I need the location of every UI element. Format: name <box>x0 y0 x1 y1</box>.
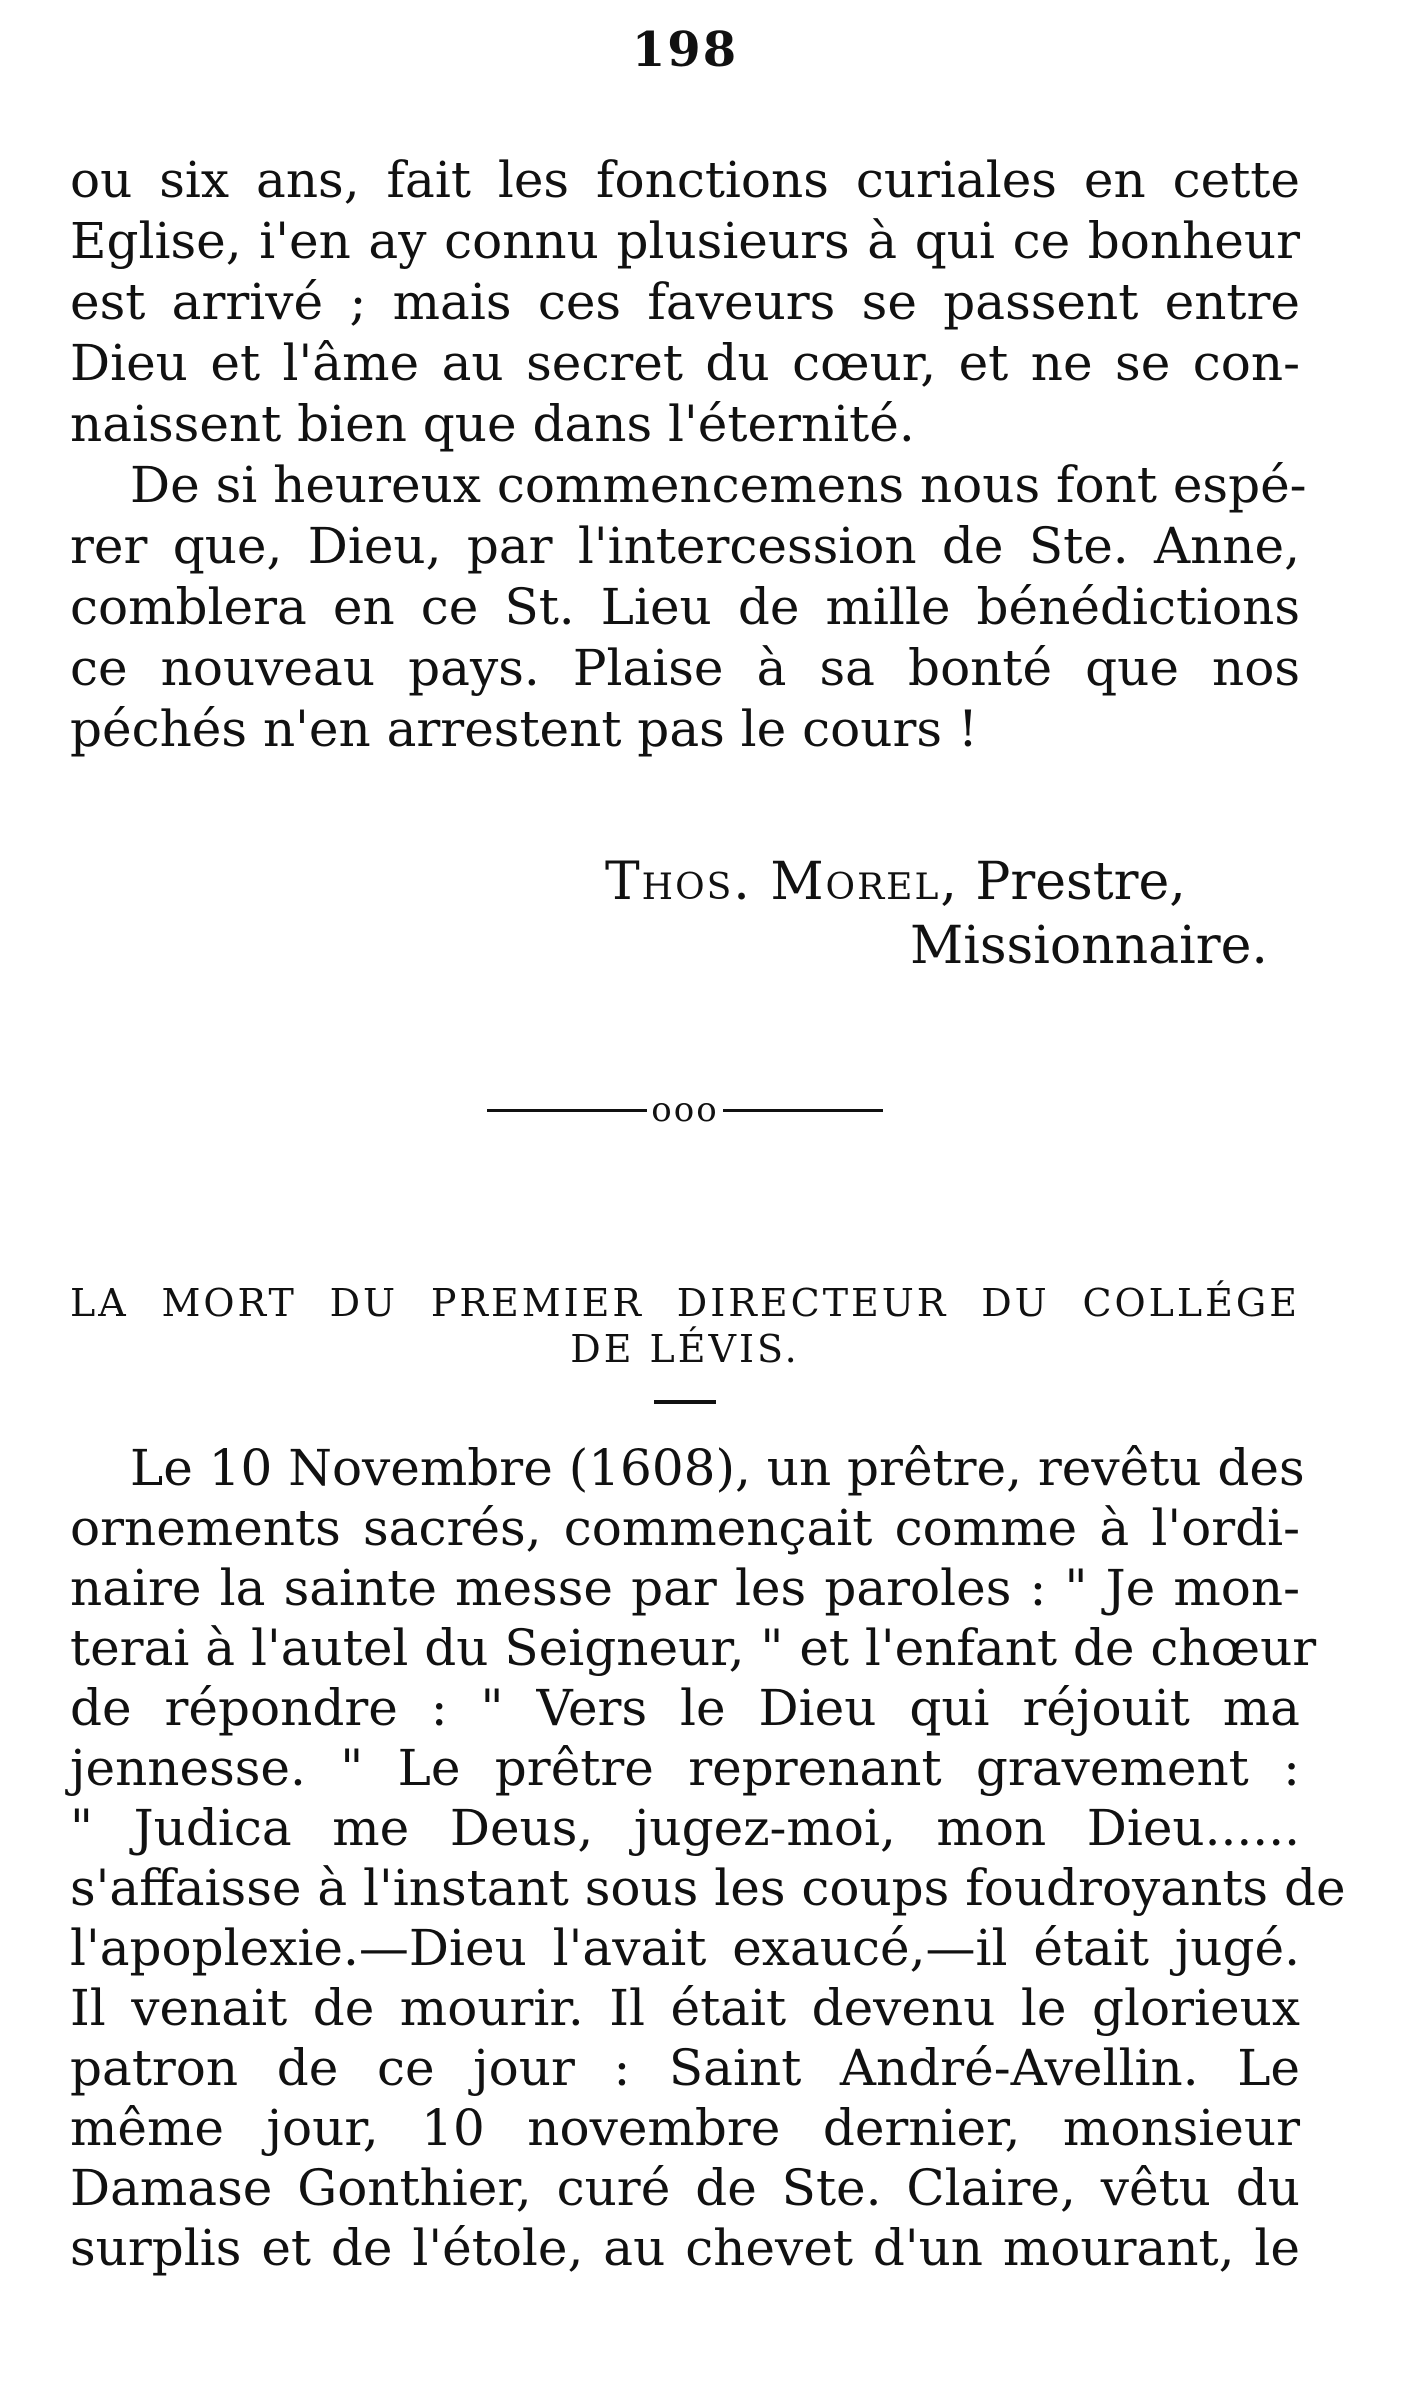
separator-rule-right <box>723 1109 883 1112</box>
page-number: 198 <box>631 22 739 78</box>
heading-line: LA MORT DU PREMIER DIRECTEUR DU COLLÉGE <box>70 1281 1300 1325</box>
text-line: De si heureux commencemens nous font espé- <box>130 456 1307 514</box>
text-line: ou six ans, fait les fonctions curiales en cette <box>70 151 1300 209</box>
text-line: Damase Gonthier, curé de Ste. Claire, vêtu du <box>70 2159 1300 2217</box>
text-line: surplis et de l'étole, au chevet d'un mourant, le <box>70 2219 1300 2277</box>
heading-rule <box>654 1400 716 1404</box>
paragraph-continued <box>70 150 1300 455</box>
text-line: est arrivé ; mais ces faveurs se passent entre <box>70 273 1300 331</box>
separator-rule-left <box>487 1109 647 1112</box>
signature-role: Prestre, <box>958 852 1186 912</box>
text-line: même jour, 10 novembre dernier, monsieur <box>70 2099 1300 2157</box>
text-line: Eglise, i'en ay connu plusieurs à qui ce bonheur <box>70 212 1300 270</box>
section-separator <box>70 1088 1300 1130</box>
book-page <box>70 20 1346 2278</box>
heading-line: DE LÉVIS. <box>570 1327 800 1371</box>
signature-name-main: Thos. Morel, <box>605 852 959 912</box>
text-line: naire la sainte messe par les paroles : " Je mon- <box>70 1559 1300 1617</box>
text-line: de répondre : " Vers le Dieu qui réjouit ma <box>70 1679 1300 1737</box>
text-line: rer que, Dieu, par l'intercession de Ste. Anne, <box>70 517 1300 575</box>
signature-title: Missionnaire. <box>910 916 1268 976</box>
text-line: péchés n'en arrestent pas le cours ! <box>70 700 979 758</box>
section-heading <box>70 1280 1300 1372</box>
text-line: jennesse. " Le prêtre reprenant gravement : <box>70 1739 1300 1797</box>
text-line: Le 10 Novembre (1608), un prêtre, revêtu des <box>130 1439 1305 1497</box>
text-line: comblera en ce St. Lieu de mille bénédictions <box>70 578 1300 636</box>
text-line: l'apoplexie.—Dieu l'avait exaucé,—il était jugé. <box>70 1919 1300 1977</box>
text-line: ornements sacrés, commençait comme à l'ordi- <box>70 1499 1300 1557</box>
text-line: naissent bien que dans l'éternité. <box>70 395 915 453</box>
text-line: s'affaisse à l'instant sous les coups foudroyants de <box>70 1859 1346 1917</box>
text-line: Il venait de mourir. Il était devenu le glorieux <box>70 1979 1300 2037</box>
text-line: patron de ce jour : Saint André-Avellin. Le <box>70 2039 1300 2097</box>
separator-mark: ooo <box>651 1090 719 1130</box>
text-line: Dieu et l'âme au secret du cœur, et ne se con- <box>70 334 1300 392</box>
text-line: ce nouveau pays. Plaise à sa bonté que nos <box>70 639 1300 697</box>
text-line: " Judica me Deus, jugez-moi, mon Dieu...... <box>70 1799 1300 1857</box>
signature-name <box>70 850 1300 914</box>
paragraph-article <box>70 1438 1346 2278</box>
text-line: terai à l'autel du Seigneur, " et l'enfant de chœur <box>70 1619 1317 1677</box>
signature-block <box>70 850 1300 978</box>
paragraph-closing <box>70 455 1307 760</box>
